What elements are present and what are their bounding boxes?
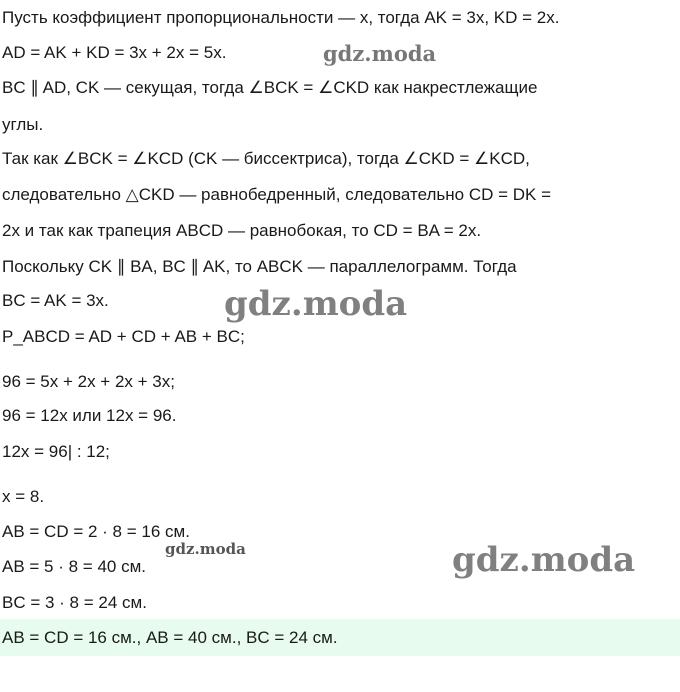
solution-line: углы. (2, 115, 44, 134)
solution-line: AB = 5 · 8 = 40 см. (2, 557, 146, 576)
answer-text: AB = CD = 16 см., AB = 40 см., BC = 24 см. (2, 628, 338, 647)
watermark-small: gdz.moda (165, 540, 246, 558)
solution-line: 12x = 96| : 12; (2, 442, 110, 461)
solution-line: BC ∥ AD, CK — секущая, тогда ∠BCK = ∠CKD как накрестлежащие (2, 78, 538, 97)
solution-line: AB = CD = 2 · 8 = 16 см. (2, 522, 190, 541)
solution-line: 96 = 12x или 12x = 96. (2, 406, 177, 425)
solution-line: 96 = 5x + 2x + 2x + 3x; (2, 372, 175, 391)
solution-line: Так как ∠BCK = ∠KCD (CK — биссектриса), тогда ∠CKD = ∠KCD, (2, 149, 530, 168)
solution-line: Поскольку CK ∥ BA, BC ∥ AK, то ABCK — параллелограмм. Тогда (2, 257, 517, 276)
solution-line: x = 8. (2, 487, 45, 506)
watermark-right: gdz.moda (452, 540, 636, 580)
solution-line: Пусть коэффициент пропорциональности — x, тогда AK = 3x, KD = 2x. (2, 8, 560, 27)
watermark-center: gdz.moda (224, 284, 408, 324)
solution-line: P_ABCD = AD + CD + AB + BC; (2, 327, 245, 346)
answer-box (0, 619, 680, 656)
solution-line: BC = AK = 3x. (2, 291, 109, 310)
solution-line: BC = 3 · 8 = 24 см. (2, 593, 147, 612)
solution-line: AD = AK + KD = 3x + 2x = 5x. (2, 43, 227, 62)
solution-line: следовательно △CKD — равнобедренный, следовательно CD = DK = (2, 185, 552, 204)
solution-line: 2x и так как трапеция ABCD — равнобокая, то CD = BA = 2x. (2, 221, 482, 240)
watermark-inline: gdz.moda (323, 41, 437, 66)
